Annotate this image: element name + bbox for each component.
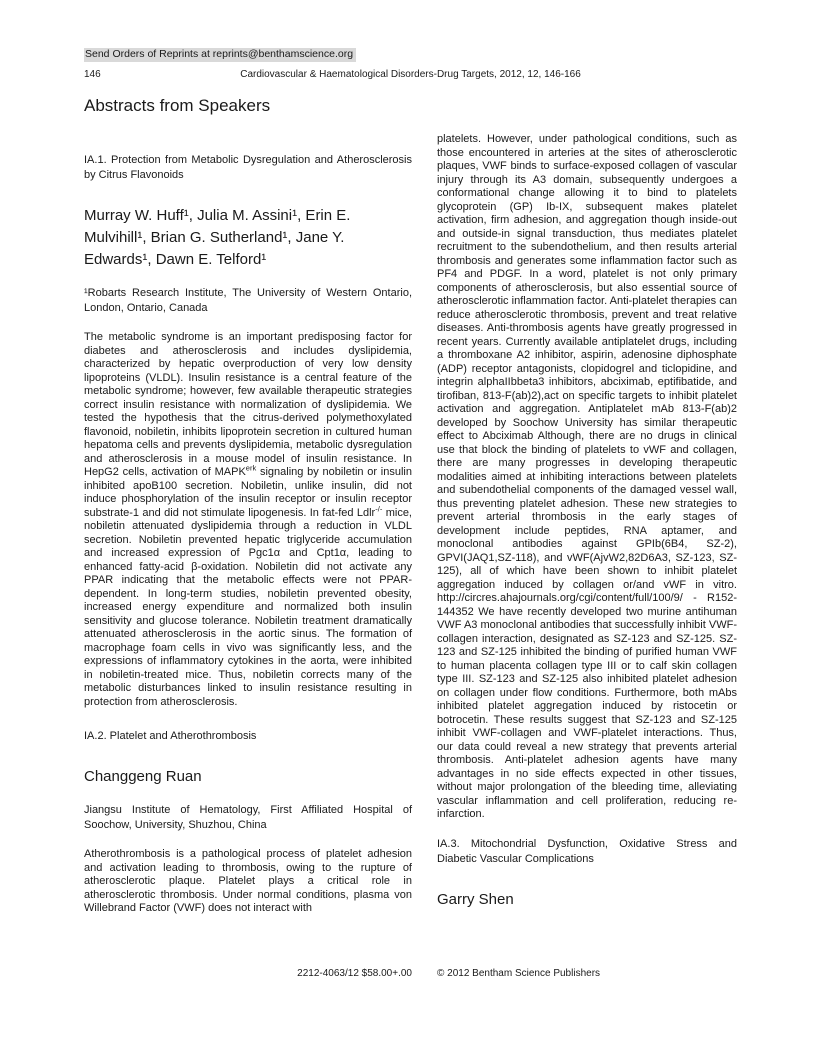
abstract1-authors: Murray W. Huff¹, Julia M. Assini¹, Erin E. Mulvihill¹, Brian G. Sutherland¹, Jane Y. Edwards¹, Dawn E. Telford¹ (84, 207, 351, 268)
superscript-knockout: -/- (375, 503, 383, 513)
journal-citation: Cardiovascular & Haematological Disorders-Drug Targets, 2012, 12, 146-166 (240, 69, 581, 80)
reprint-notice-row (84, 44, 737, 62)
two-column-layout (84, 133, 737, 927)
abstract3-authors: Garry Shen (437, 890, 514, 908)
abstract2-authors: Changgeng Ruan (84, 768, 202, 785)
abstract2-body-right-part: platelets. However, under pathological conditions, such as those encountered in arteries at the sites of atherosclerotic plaques, VWF binds to surface-exposed collagen of vascular injury through its A3 domain, subsequently undergoes a conformational change allowing it to bind to platelets glycoprotein (GP) Ib-IX, subsequent makes platelet activation, firm adhesion, and aggregation though inside-out and outside-in signal transduction, thus mediates platelet recruitment to the subendothelium, and then results arterial thrombosis and generates some inflammation factor such as PF4 and PDGF. In a word, platelet is not only primary components of atherosclerosis, but also essential source of atherosclerotic inflammation factor. Anti-platelet therapies can reduce atherosclerotic thrombosis, prevent and treat relative diseases. Anti-thrombosis agents have greatly progressed in recent years. Currently available antiplatelet drugs, including a thromboxane A2 inhibitor, aspirin, adenosine diphosphate (ADP) receptor antagonists, clopidogrel and ticlopidine, and integrin alphaIIbbeta3 inhibitors, abciximab, eptifibatide, and tirofiban, 813-F(ab)2),act on specific targets to inhibit platelet activation and aggregation. Antiplatelet mAb 813-F(ab)2 developed by Soochow University has similar therapeutic effect to Abciximab Although, there are no drugs in clinical use that block the binding of platelets to vWF and collagen, there are many progresses in developing therapeutic modalities aimed at inhibiting interactions between platelets and subendothelial components of the damaged vessel wall, thus preventing platelet adhesion. These new strategies to prevent arterial thrombosis in the early stages of development include peptides, RNA aptamer, and monoclonal antibodies against GPIb(6B4, SZ-2), GPVI(JAQ1,SZ-118), and vWF(AjvW2,82D6A3, SZ-123, SZ-125), all of which have been shown to inhibit platelet aggregation induced by collagen or/and vWF in vitro. http://circres.ahajournals.org/cgi/content/full/100/9/ - R152-144352 We have recently developed two murine antihuman VWF A3 monoclonal antibodies that successfully inhibit VWF-collagen interaction, designated as SZ-123 and SZ-125. SZ-123 and SZ-125 inhibited the binding of purified human VWF to human placenta collagen type III or to calf skin collagen type III. SZ-123 and SZ-125 also inhibited platelet adhesion on collagen under flow conditions. Furthermore, both mAbs inhibited platelet aggregation induced by ristocetin or botrocetin. These results suggest that SZ-123 and SZ-125 inhibit VWF-collagen and VWF-platelet interactions. Thus, our data could reveal a new strategy that prevents arterial thrombosis. Anti-platelet adhesion agents have many advantages in no side effects expected in other tissues, without major prolongation of the bleeding time, alleviating vascular inflammation and cell proliferation, reducing re-infarction. (437, 133, 737, 820)
masthead-row (84, 69, 737, 82)
footer-copyright: © 2012 Bentham Science Publishers (437, 968, 601, 979)
abstract2-affiliation: Jiangsu Institute of Hematology, First Affiliated Hospital of Soochow, University, Shuzhou, China (84, 804, 412, 831)
right-column (437, 133, 737, 927)
footer-issn-price: 2212-4063/12 $58.00+.00 (297, 968, 412, 979)
abstract1-heading: IA.1. Protection from Metabolic Dysregulation and Atherosclerosis by Citrus Flavonoids (84, 154, 412, 181)
page-number: 146 (84, 69, 101, 80)
abstract1-body-text-1: The metabolic syndrome is an important predisposing factor for diabetes and atherosclerosis and includes dyslipidemia, characterized by hepatic overproduction of very low density lipoproteins (VLDL). Insulin resistance is a central feature of the metabolic syndrome; however, few available therapeutic strategies correct insulin resistance with normalization of dyslipidemia. We tested the hypothesis that the citrus-derived polymethoxylated flavonoid, nobiletin, inhibits lipoprotein secretion in cultured human hepatoma cells and prevents dyslipidemia, metabolic dysregulation and atherosclerosis in a mouse model of insulin resistance. In HepG2 cells, activation of MAPK (84, 331, 412, 478)
page-title: Abstracts from Speakers (84, 96, 271, 115)
abstract2-body-left-part: Atherothrombosis is a pathological process of platelet adhesion and activation leading to thrombosis, owing to the rupture of atherosclerotic plaque. Platelet plays a critical role in atherosclerotic thrombosis. Under normal conditions, plasma von Willebrand Factor (VWF) does not interact with (84, 848, 412, 914)
left-column (84, 133, 412, 927)
abstract2-heading: IA.2. Platelet and Atherothrombosis (84, 730, 257, 742)
abstract1-body-text-3: mice, nobiletin attenuated dyslipidemia through a reduction in VLDL secretion. Nobiletin prevented hepatic triglyceride accumulation and increased expression of Pgc1α and Cpt1α, leading to enhanced fatty-acid β-oxidation. Nobiletin did not activate any PPAR indicating that the metabolic effects were not PPAR-dependent. In long-term studies, nobiletin prevented obesity, increased energy expenditure and normalized both insulin sensitivity and glucose tolerance. Nobiletin treatment dramatically attenuated atherosclerosis in the aortic sinus. The formation of macrophage foam cells in vivo was significantly less, and the expressions of inflammatory cytokines in the aorta, were inhibited in nobiletin-treated mice. Thus, nobiletin corrects many of the metabolic disturbances linked to insulin resistance resulting in protection from atherosclerosis. (84, 506, 412, 708)
abstract1-affiliation: ¹Robarts Research Institute, The University of Western Ontario, London, Ontario, Canada (84, 287, 412, 314)
abstract3-heading: IA.3. Mitochondrial Dysfunction, Oxidative Stress and Diabetic Vascular Complications (437, 837, 737, 865)
reprint-notice: Send Orders of Reprints at reprints@benthamscience.org (84, 48, 356, 62)
abstract1-body (84, 331, 412, 709)
superscript-erk: erk (245, 463, 257, 473)
page-content (84, 44, 737, 927)
abstract1-body-text-2: signaling by nobiletin or insulin inhibited apoB100 secretion. Nobiletin, unlike insulin, did not induce phosphorylation of the insulin receptor or insulin receptor substrate-1 and did not stimulate lipogenesis. In fat-fed Ldlr (84, 466, 412, 519)
